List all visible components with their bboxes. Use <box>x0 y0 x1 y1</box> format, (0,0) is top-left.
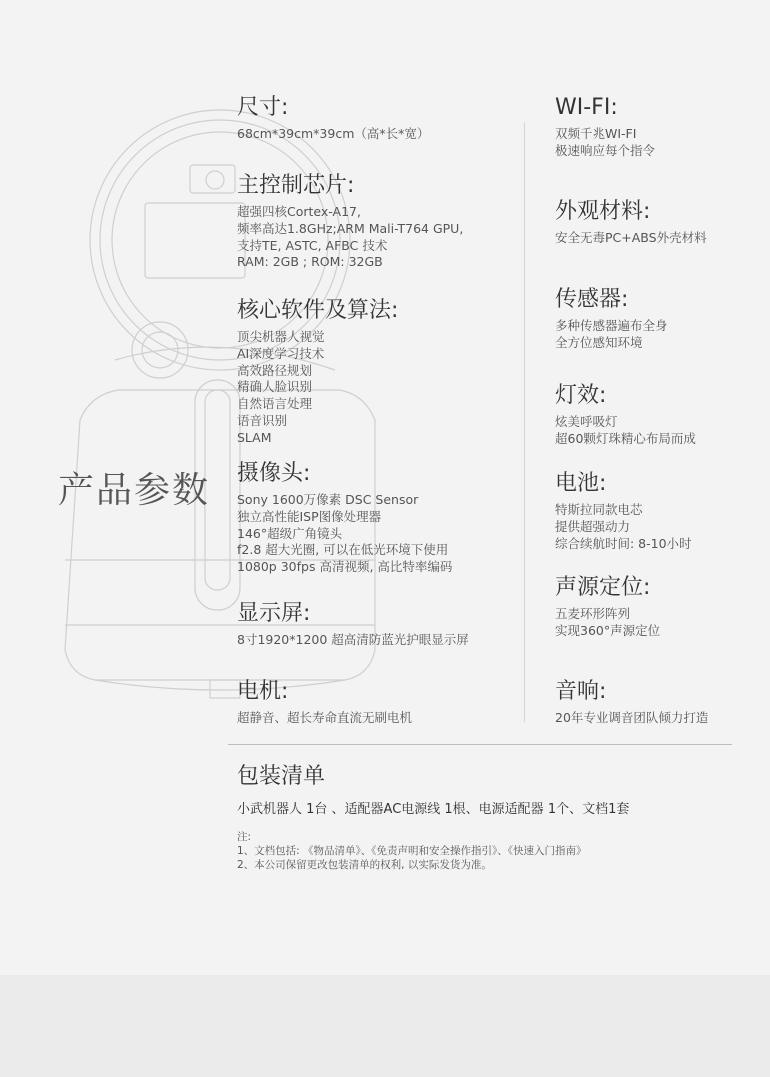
spec-line: 1080p 30fps 高清视频, 高比特率编码 <box>237 559 453 575</box>
spec-line: 炫美呼吸灯 <box>555 414 618 429</box>
spec-line: 8寸1920*1200 超高清防蓝光护眼显示屏 <box>237 632 469 647</box>
spec-line: 双频千兆WI-FI <box>555 126 637 141</box>
spec-line: Sony 1600万像素 DSC Sensor <box>237 492 419 507</box>
note-line: 1、文档包括: 《物品清单》、《免责声明和安全操作指引》、《快速入门指南》 <box>237 845 587 857</box>
spec-line: 68cm*39cm*39cm（高*长*宽） <box>237 126 430 141</box>
spec-title: 摄像头: <box>237 461 311 486</box>
spec-title: 电机: <box>237 679 289 704</box>
side-title: 产品参数 <box>58 470 211 511</box>
section-divider <box>228 744 732 745</box>
spec-line: 频率高达1.8GHz;ARM Mali-T764 GPU, <box>237 220 464 236</box>
spec-title: 尺寸: <box>237 95 289 120</box>
spec-line: 安全无毒PC+ABS外壳材料 <box>555 230 707 245</box>
package-list <box>237 762 737 872</box>
spec-line: 特斯拉同款电芯 <box>555 502 643 517</box>
spec-material <box>555 198 765 247</box>
spec-size <box>237 94 517 143</box>
spec-line: SLAM <box>237 429 272 445</box>
spec-camera <box>237 460 517 576</box>
package-notes <box>237 830 737 872</box>
spec-line: 精确人脸识别 <box>237 379 313 395</box>
note-line: 注: <box>237 831 252 843</box>
spec-sound-localization <box>555 574 765 640</box>
spec-sensors <box>555 286 765 352</box>
spec-line: 顶尖机器人视觉 <box>237 329 325 344</box>
spec-battery <box>555 470 765 552</box>
spec-line: 语音识别 <box>237 412 288 428</box>
spec-title: 电池: <box>555 471 607 496</box>
bottom-band <box>0 975 770 1077</box>
spec-title: 核心软件及算法: <box>237 298 399 323</box>
spec-display <box>237 600 517 649</box>
spec-line: 极速响应每个指令 <box>555 142 656 158</box>
spec-speaker <box>555 678 765 727</box>
spec-line: 超60颗灯珠精心布局而成 <box>555 430 696 446</box>
spec-line: 高效路径规划 <box>237 362 313 378</box>
spec-line: 独立高性能ISP图像处理器 <box>237 508 382 524</box>
spec-line: 20年专业调音团队倾力打造 <box>555 710 709 725</box>
spec-title: WI-FI: <box>555 95 618 120</box>
spec-line: 综合续航时间: 8-10小时 <box>555 535 692 551</box>
spec-title: 灯效: <box>555 383 607 408</box>
spec-line: 自然语言处理 <box>237 396 313 412</box>
spec-line: 超强四核Cortex-A17, <box>237 204 361 219</box>
package-items: 小武机器人 1台 、适配器AC电源线 1根、电源适配器 1个、文档1套 <box>237 802 630 817</box>
spec-title: 外观材料: <box>555 199 651 224</box>
spec-line: 146°超级广角镜头 <box>237 525 343 541</box>
spec-line: f2.8 超大光圈, 可以在低光环境下使用 <box>237 542 449 558</box>
spec-line: 超静音、超长寿命直流无刷电机 <box>237 710 413 725</box>
spec-lighting <box>555 382 765 448</box>
spec-motor <box>237 678 517 727</box>
spec-wifi <box>555 94 765 160</box>
column-divider <box>524 122 525 722</box>
spec-line: 多种传感器遍布全身 <box>555 318 668 333</box>
spec-line: 提供超强动力 <box>555 518 631 534</box>
spec-title: 传感器: <box>555 287 629 312</box>
spec-chip <box>237 172 517 271</box>
spec-title: 声源定位: <box>555 575 651 600</box>
note-line: 2、本公司保留更改包装清单的权利, 以实际发货为准。 <box>237 859 492 871</box>
spec-line: 五麦环形阵列 <box>555 606 631 621</box>
spec-line: 实现360°声源定位 <box>555 622 661 638</box>
spec-title: 主控制芯片: <box>237 173 355 198</box>
package-title: 包装清单 <box>237 764 326 789</box>
spec-line: 支持TE, ASTC, AFBC 技术 <box>237 237 388 253</box>
spec-line: AI深度学习技术 <box>237 345 325 361</box>
spec-software <box>237 297 517 447</box>
spec-title: 音响: <box>555 679 607 704</box>
spec-line: RAM: 2GB ; ROM: 32GB <box>237 254 383 270</box>
spec-title: 显示屏: <box>237 601 311 626</box>
spec-line: 全方位感知环境 <box>555 334 643 350</box>
